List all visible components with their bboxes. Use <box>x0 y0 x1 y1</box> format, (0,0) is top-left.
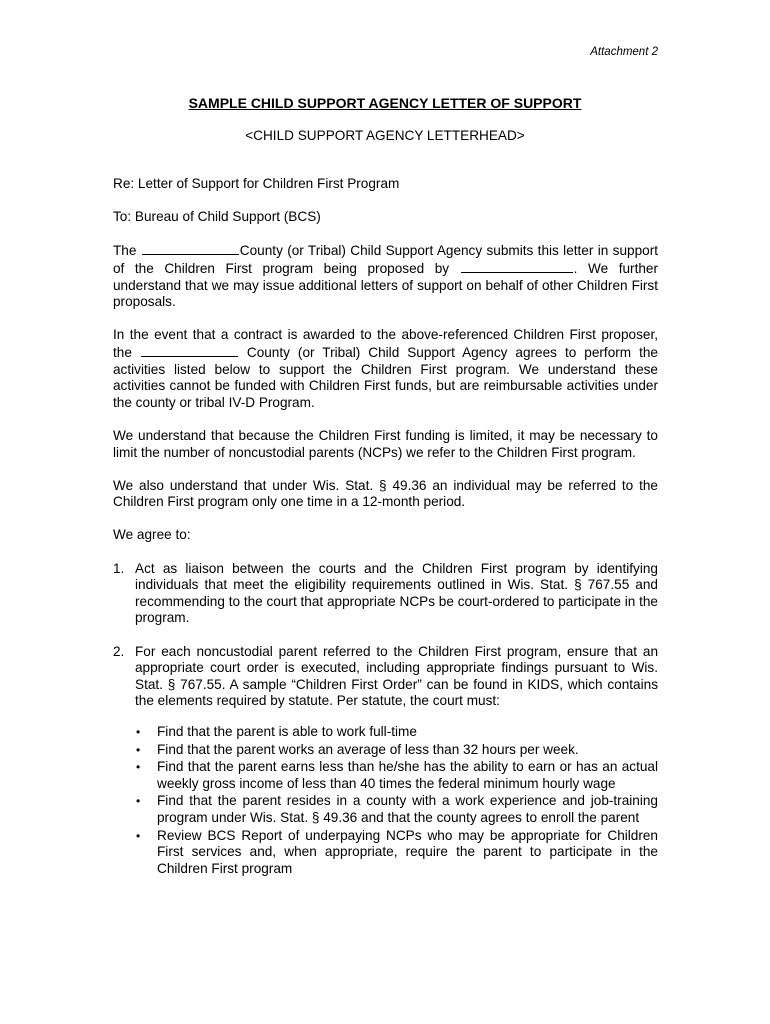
bullet-text: Find that the parent earns less than he/she has the ability to earn or has an actual weekly gross income of less than 40 times the federal minimum hourly wage <box>157 759 658 791</box>
county-blank-2 <box>141 344 238 357</box>
bullet-item <box>135 828 658 878</box>
bullet-text: Find that the parent resides in a county with a work experience and job-training program under Wis. Stat. § 49.36 and that the county agrees to enroll the parent <box>157 793 658 825</box>
court-findings-list <box>135 724 658 877</box>
bullet-icon: • <box>136 828 141 843</box>
bullet-item <box>135 793 658 826</box>
letter-body <box>113 176 658 894</box>
re-line: Re: Letter of Support for Children First Program <box>113 176 400 191</box>
paragraph-funding: We understand that because the Children First funding is limited, it may be necessary to limit the number of noncustodial parents (NCPs) we refer to the Children First program. <box>113 427 658 460</box>
paragraph-contract <box>113 327 658 411</box>
list-item-text: Act as liaison between the courts and the Children First program by identifying individuals that meet the eligibility requirements outlined in Wis. Stat. § 767.55 and recommending to the court that appropriate NCPs be court-ordered to participate in the program. <box>135 560 658 626</box>
bullet-icon: • <box>136 760 141 775</box>
text-support: County (or Tribal) Child Support Agency submits this letter in support of the Children First program being proposed by <box>113 243 659 276</box>
text-agrees: County (or Tribal) Child Support Agency agrees to perform the activities listed below to support the Children First program. We understand these activities cannot be funded with Children First funds, but are reimbursable activities under the county or tribal IV-D Program. <box>113 344 658 410</box>
proposer-blank <box>461 260 573 273</box>
letterhead-placeholder: <CHILD SUPPORT AGENCY LETTERHEAD> <box>245 128 525 143</box>
agreement-list <box>113 561 658 878</box>
county-blank <box>142 242 239 255</box>
paragraph-support <box>113 242 658 310</box>
to-line: To: Bureau of Child Support (BCS) <box>113 209 321 225</box>
text-further: . We further understand that we may issue additional letters of support on behalf of other Children First proposals. <box>113 260 658 310</box>
bullet-text: Find that the parent works an average of less than 32 hours per week. <box>157 741 579 757</box>
bullet-text: Find that the parent is able to work full-time <box>157 724 417 739</box>
bullet-icon: • <box>136 725 141 739</box>
bullet-icon: • <box>136 794 141 809</box>
bullet-item <box>135 742 658 759</box>
bullet-icon: • <box>136 742 141 757</box>
page-title: SAMPLE CHILD SUPPORT AGENCY LETTER OF SUPPORT <box>188 95 582 111</box>
text-event: In the event that a contract is awarded to the above-referenced Children First proposer, the <box>113 327 658 360</box>
list-item <box>113 561 658 627</box>
bullet-text: Review BCS Report of underpaying NCPs who may be appropriate for Children First services and, when appropriate, require the parent to participate in the Children First program <box>157 827 658 876</box>
list-item-text: For each noncustodial parent referred to the Children First program, ensure that an appropriate court order is executed, including appropriate findings pursuant to Wis. Stat. § 767.55. A sample “Children First Order” can be found in KIDS, which contains the elements required by statute. Per statute, the court must: <box>135 643 658 709</box>
bullet-item <box>135 759 658 792</box>
list-number: 2. <box>113 643 125 659</box>
list-number: 1. <box>113 560 125 576</box>
list-item <box>113 644 658 878</box>
paragraph-statute: We also understand that under Wis. Stat. § 49.36 an individual may be referred to the Children First program only one time in a 12-month period. <box>113 477 658 510</box>
paragraph-agree: We agree to: <box>113 527 191 543</box>
attachment-label: Attachment 2 <box>590 46 658 58</box>
text-the: The <box>113 243 137 259</box>
bullet-item <box>135 724 658 741</box>
